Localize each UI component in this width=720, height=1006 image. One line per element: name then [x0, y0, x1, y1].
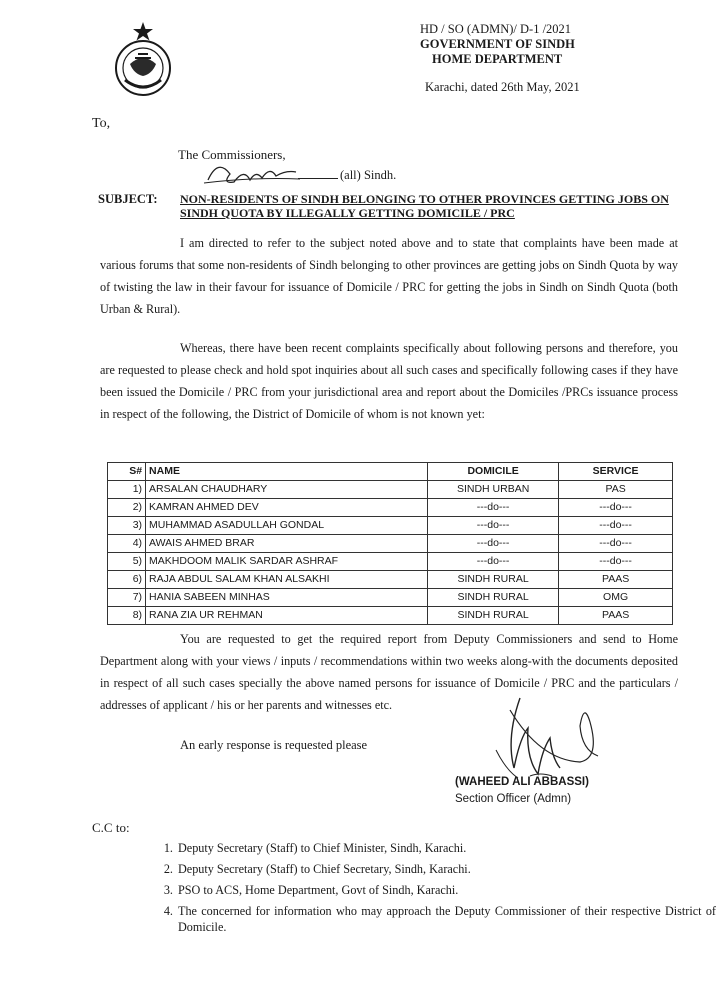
letter-date: Karachi, dated 26th May, 2021: [425, 80, 580, 94]
signatory-name: (WAHEED ALI ABBASSI): [455, 776, 589, 788]
cases-table: [107, 462, 673, 625]
cell-service: OMG: [559, 589, 673, 607]
header-service: SERVICE: [559, 463, 673, 481]
paragraph-1: I am directed to refer to the subject noted above and to state that complaints have been made at various forums that some non-residents of Sindh belonging to other provinces are getting jobs on Sindh Quota by way of twisting the law in their favour for issuance of Domicile / PRC for getting the jobs in Sindh on Sindh Quota (both Urban & Rural).: [100, 236, 678, 316]
cell-sno: 5): [108, 553, 146, 571]
addressee-underline: [298, 178, 338, 179]
to-label: To,: [92, 116, 111, 131]
cell-sno: 3): [108, 517, 146, 535]
table-row: [108, 589, 673, 607]
cell-sno: 1): [108, 481, 146, 499]
cc-list: [152, 840, 716, 940]
cell-domicile: ---do---: [428, 535, 559, 553]
cell-service: ---do---: [559, 517, 673, 535]
letter-header: [400, 22, 630, 67]
cell-domicile: ---do---: [428, 517, 559, 535]
officer-signature: [490, 690, 620, 790]
handwritten-signature: [200, 158, 330, 188]
cc-item: 4. The concerned for information who may approach the Deputy Commissioner of their respective District of Domicile.: [176, 903, 716, 935]
table-row: [108, 553, 673, 571]
cell-domicile: SINDH RURAL: [428, 607, 559, 625]
cc-label: C.C to:: [92, 820, 130, 835]
cc-item: 3. PSO to ACS, Home Department, Govt of Sindh, Karachi.: [176, 882, 716, 898]
table-row: [108, 517, 673, 535]
cell-name: MAKHDOOM MALIK SARDAR ASHRAF: [146, 553, 428, 571]
cell-name: ARSALAN CHAUDHARY: [146, 481, 428, 499]
cell-name: AWAIS AHMED BRAR: [146, 535, 428, 553]
cell-service: ---do---: [559, 499, 673, 517]
cell-sno: 4): [108, 535, 146, 553]
reference-number: HD / SO (ADMN)/ D-1 /2021: [420, 22, 572, 36]
table-row: [108, 571, 673, 589]
cell-sno: 2): [108, 499, 146, 517]
header-name: NAME: [146, 463, 428, 481]
cell-sno: 6): [108, 571, 146, 589]
cell-sno: 8): [108, 607, 146, 625]
cell-service: ---do---: [559, 535, 673, 553]
cell-service: PAS: [559, 481, 673, 499]
header-domicile: DOMICILE: [428, 463, 559, 481]
cell-domicile: SINDH RURAL: [428, 571, 559, 589]
department-name: HOME DEPARTMENT: [432, 52, 563, 66]
table-row: [108, 481, 673, 499]
cell-service: PAAS: [559, 607, 673, 625]
table-row: [108, 499, 673, 517]
header-sno: S#: [108, 463, 146, 481]
cell-domicile: SINDH RURAL: [428, 589, 559, 607]
table-row: [108, 607, 673, 625]
cc-item: 2. Deputy Secretary (Staff) to Chief Secretary, Sindh, Karachi.: [176, 861, 716, 877]
cell-domicile: ---do---: [428, 499, 559, 517]
government-name: GOVERNMENT OF SINDH: [420, 37, 575, 51]
subject-label: SUBJECT:: [98, 192, 158, 206]
subject-text: NON-RESIDENTS OF SINDH BELONGING TO OTHER PROVINCES GETTING JOBS ON SINDH QUOTA BY ILLEGALLY GETTING DOMICILE / PRC: [180, 192, 669, 220]
paragraph-2: Whereas, there have been recent complaints specifically about following persons and therefore, you are requested to please check and hold spot inquiries about all such cases and specifically following cases if they have been issued the Domicile / PRC from your jurisdictional area and report about the Domiciles /PRCs issuance process in respect of the following, the District of Domicile of whom is not known yet:: [100, 341, 678, 421]
early-response-note: An early response is requested please: [180, 738, 368, 752]
cell-domicile: ---do---: [428, 553, 559, 571]
cell-name: RANA ZIA UR REHMAN: [146, 607, 428, 625]
cc-item: 1. Deputy Secretary (Staff) to Chief Minister, Sindh, Karachi.: [176, 840, 716, 856]
cell-name: HANIA SABEEN MINHAS: [146, 589, 428, 607]
cell-name: RAJA ABDUL SALAM KHAN ALSAKHI: [146, 571, 428, 589]
cell-sno: 7): [108, 589, 146, 607]
government-seal-logo: [108, 20, 178, 100]
cell-name: MUHAMMAD ASADULLAH GONDAL: [146, 517, 428, 535]
cell-service: ---do---: [559, 553, 673, 571]
addressee-line1: The Commissioners,: [178, 147, 286, 162]
addressee-line2: (all) Sindh.: [340, 168, 397, 182]
paragraph-3: You are requested to get the required report from Deputy Commissioners and send to Home Department along with your views / inputs / recommendations within two weeks along-with the documents deposited in respect of all such cases specially the above named persons for issuance of Domicile / PRC and the particulars / addresses of applicant / his or her parents and witnesses etc.: [100, 632, 678, 712]
cell-name: KAMRAN AHMED DEV: [146, 499, 428, 517]
cell-domicile: SINDH URBAN: [428, 481, 559, 499]
cell-service: PAAS: [559, 571, 673, 589]
signatory-title: Section Officer (Admn): [455, 793, 572, 805]
table-header-row: [108, 463, 673, 481]
table-row: [108, 535, 673, 553]
